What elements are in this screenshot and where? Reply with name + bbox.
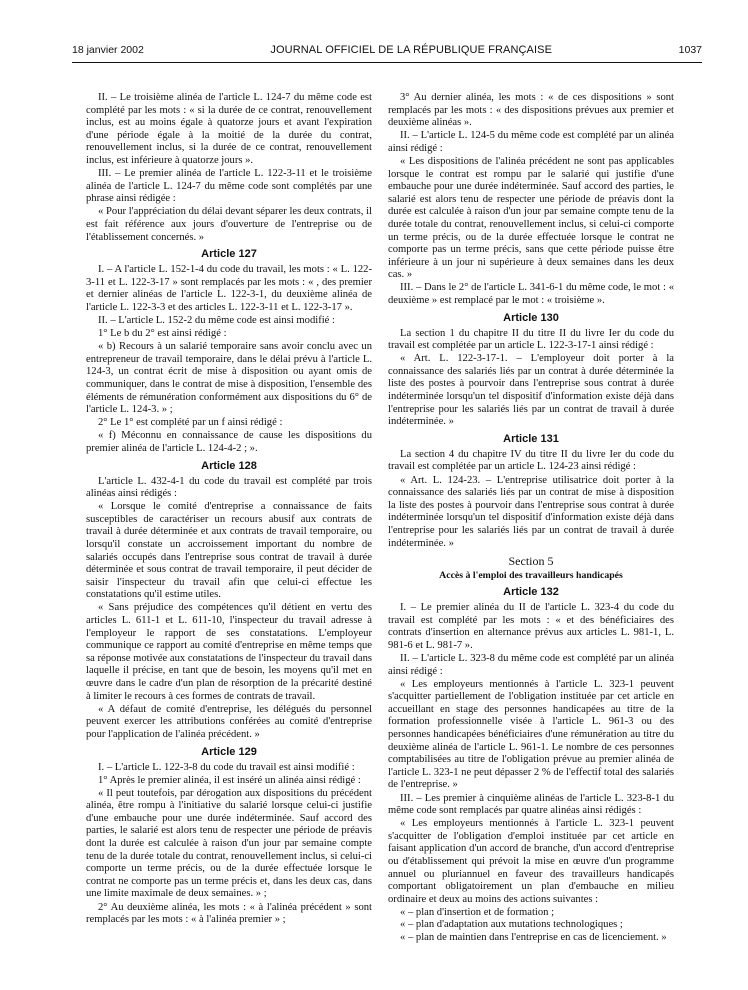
action-list	[388, 907, 674, 945]
paragraph: II. – L'article L. 323-8 du même code est complété par un alinéa ainsi rédigé :	[388, 652, 674, 677]
paragraph: « Art. L. 122-3-17-1. – L'employeur doit porter à la connaissance des salariés liés par un contrat à durée déterminée la liste des postes à pourvoir dans l'entreprise sous contrat à durée indéterminée lorsqu'un tel dispositif d'information existe déjà dans l'entreprise pour les salariés liés par un contrat de travail à durée indéterminée. »	[388, 353, 674, 428]
article-heading: Article 129	[201, 745, 257, 758]
article-heading: Article 128	[201, 459, 257, 472]
page-header	[72, 44, 702, 60]
article-heading: Article 131	[503, 432, 559, 445]
paragraph: « A défaut de comité d'entreprise, les délégués du personnel peuvent exercer les attributions conférées au comité d'entreprise pour l'application de l'alinéa précédent. »	[86, 703, 372, 740]
header-rule	[72, 62, 702, 63]
section-heading: Section 5	[508, 554, 554, 569]
paragraph: « Pour l'appréciation du délai devant séparer les deux contrats, il est fait référence aux jours d'ouverture de l'entreprise ou de l'établissement concernés. »	[86, 206, 372, 243]
section-title: Accès à l'emploi des travailleurs handicapés	[439, 570, 623, 582]
paragraph: 3° Au dernier alinéa, les mots : « de ces dispositions » sont remplacés par les mots : « des dispositions prévues aux premier et deuxième alinéas ».	[388, 92, 674, 129]
paragraph: 2° Le 1° est complété par un f ainsi rédigé :	[98, 417, 283, 429]
header-title: JOURNAL OFFICIEL DE LA RÉPUBLIQUE FRANÇAISE	[270, 44, 553, 56]
header-page-number: 1037	[678, 44, 702, 56]
paragraph: III. – Les premier à cinquième alinéas de l'article L. 323-8-1 du même code sont remplacés par quatre alinéas ainsi rédigés :	[388, 792, 674, 817]
paragraph: II. – L'article L. 124-5 du même code est complété par un alinéa ainsi rédigé :	[388, 130, 674, 154]
paragraph: « Les employeurs mentionnés à l'article L. 323-1 peuvent s'acquitter partiellement de l'obligation instituée par cet article en accueillant en stage des personnes handicapées au titre de la formation professionnelle visée à l'article L. 961-3 ou des personnes handicapées bénéficiaires d'une rémunération au titre du deuxième alinéa de l'article L. 961-1. Le nombre de ces personnes comptabilisées au titre de l'obligation prévue au premier alinéa de l'article L. 323-1 ne peut dépasser 2 % de l'effectif total des salariés de l'entreprise. »	[388, 678, 674, 791]
paragraph: « Les dispositions de l'alinéa précédent ne sont pas applicables lorsque le contrat est rompu par le salarié qui justifie d'une embauche pour une durée indéterminée. Sauf accord des parties, le salarié est alors tenu de respecter une période de préavis dont la durée est calculée à raison d'un jour par semaine compte tenu de la durée totale du contrat, renouvellement inclus, si celui-ci comporte un terme précis, ou de la durée effectuée lorsque le contrat ne comporte pas un terme précis, sans que cette période puisse être inférieure à un jour ni supérieure à deux semaines dans les deux cas. »	[388, 155, 674, 281]
paragraph: III. – Le premier alinéa de l'article L. 122-3-11 et le troisième alinéa de l'article L. 124-7 du même code sont complétés par une phrase ainsi rédigée :	[86, 168, 372, 205]
paragraph: III. – Dans le 2° de l'article L. 341-6-1 du même code, le mot : « deuxième » est remplacé par le mot : « troisième ».	[388, 282, 674, 306]
paragraph: 1° Après le premier alinéa, il est inséré un alinéa ainsi rédigé :	[98, 774, 361, 786]
right-column	[388, 92, 674, 945]
paragraph: La section 4 du chapitre IV du titre II du livre Ier du code du travail est complétée par un article L. 124-23 ainsi rédigé :	[388, 448, 674, 473]
header-date: 18 janvier 2002	[72, 44, 144, 56]
left-column	[86, 92, 372, 927]
paragraph: 1° Le b du 2° est ainsi rédigé :	[98, 328, 227, 340]
paragraph: « f) Méconnu en connaissance de cause les dispositions du premier alinéa de l'article L. 124-4-2 ; ».	[86, 430, 372, 454]
paragraph: « Sans préjudice des compétences qu'il détient en vertu des articles L. 611-1 et L. 611-10, l'inspecteur du travail adresse à l'employeur le rapport de ses constatations. L'employeur communique ce rapport au comité d'entreprise en même temps que sa réponse motivée aux constatations de l'inspecteur du travail dans laquelle il précise, en tant que de besoin, les moyens qu'il met en œuvre dans le cadre d'un plan de résorption de la précarité destiné à limiter le recours à ces formes de contrats de travail.	[86, 602, 372, 702]
list-item: « – plan d'adaptation aux mutations technologiques ;	[400, 919, 623, 931]
paragraph: « Lorsque le comité d'entreprise a connaissance de faits susceptibles de caractériser un recours abusif aux contrats de travail à durée déterminée et aux contrats de travail temporaire, ou lorsqu'il constate un accroissement important du nombre de salariés occupés dans l'entreprise sous contrat de travail à durée déterminée et sous contrat de travail temporaire, il peut décider de saisir l'inspecteur du travail afin que celui-ci effectue les constatations qu'il estime utiles.	[86, 501, 372, 601]
paragraph: « Il peut toutefois, par dérogation aux dispositions du précédent alinéa, être rompu à l'initiative du salarié lorsque celui-ci justifie d'une embauche pour une durée indéterminée. Sauf accord des parties, le salarié est alors tenu de respecter une période de préavis dont la durée est calculée à raison d'un jour par semaine compte tenu de la durée totale du contrat, renouvellement inclus, si celui-ci comporte un terme précis, ou de la durée effectuée lorsque le contrat ne comporte pas un terme précis et, dans les deux cas, dans une limite maximale de deux semaines. » ;	[86, 787, 372, 900]
paragraph: « Les employeurs mentionnés à l'article L. 323-1 peuvent s'acquitter de l'obligation d'emploi instituée par cet article en faisant application d'un accord de branche, d'un accord d'entreprise ou d'établissement qui prévoit la mise en œuvre d'un programme annuel ou pluriannuel en faveur des travailleurs handicapés comportant obligatoirement un plan d'embauche en milieu ordinaire et deux au moins des actions suivantes :	[388, 818, 674, 905]
paragraph: I. – L'article L. 122-3-8 du code du travail est ainsi modifié :	[98, 761, 355, 773]
article-heading: Article 132	[503, 586, 559, 599]
paragraph: I. – A l'article L. 152-1-4 du code du travail, les mots : « L. 122-3-11 et L. 122-3-17 » sont remplacés par les mots : « , des premier et dernier alinéas de l'article L. 122-3-1, du deuxième alinéa de l'article L. 122-3-3 et des articles L. 122-3-11 et L. 122-3-17 ».	[86, 264, 372, 313]
paragraph: « b) Recours à un salarié temporaire sans avoir conclu avec un entrepreneur de travail temporaire, dans le délai prévu à l'article L. 124-3, un contrat écrit de mise à disposition ou ayant omis de communiquer, dans le contrat de mise à disposition, l'ensemble des éléments de rémunération conformément aux dispositions du 6° de l'article L. 124-3. » ;	[86, 341, 372, 416]
paragraph: 2° Au deuxième alinéa, les mots : « à l'alinéa précédent » sont remplacés par les mots : « à l'alinéa premier » ;	[86, 901, 372, 926]
article-heading: Article 127	[201, 248, 257, 261]
paragraph: II. – L'article L. 152-2 du même code est ainsi modifié :	[98, 315, 335, 326]
paragraph: La section 1 du chapitre II du titre II du livre Ier du code du travail est complétée par un article L. 122-3-17-1 ainsi rédigé :	[388, 327, 674, 352]
list-item: « – plan d'insertion et de formation ;	[400, 906, 555, 918]
paragraph: « Art. L. 124-23. – L'entreprise utilisatrice doit porter à la connaissance des salariés liés par un contrat de mise à disposition la liste des postes à pourvoir dans l'entreprise sous contrat à durée indéterminée lorsqu'un tel dispositif d'information existe déjà dans l'entreprise pour les salariés liés par un contrat de travail à durée indéterminée. »	[388, 474, 674, 549]
paragraph: I. – Le premier alinéa du II de l'article L. 323-4 du code du travail est complété par les mots : « et des bénéficiaires des contrats d'insertion en alternance prévus aux articles L. 981-1, L. 981-6 et L. 981-7 ».	[388, 602, 674, 651]
list-item: « – plan de maintien dans l'entreprise en cas de licenciement. »	[400, 932, 667, 944]
article-heading: Article 130	[503, 311, 559, 324]
paragraph: II. – Le troisième alinéa de l'article L. 124-7 du même code est complété par les mots : « si la durée de ce contrat, renouvellement inclus, est au moins égale à quatorze jours et avant l'expiration d'une période égale à la moitié de la durée du contrat, renouvellement inclus, si la durée de ce contrat, renouvellement inclus, est inférieure à quatorze jours ».	[86, 92, 372, 166]
paragraph: L'article L. 432-4-1 du code du travail est complété par trois alinéas ainsi rédigés :	[86, 475, 372, 500]
